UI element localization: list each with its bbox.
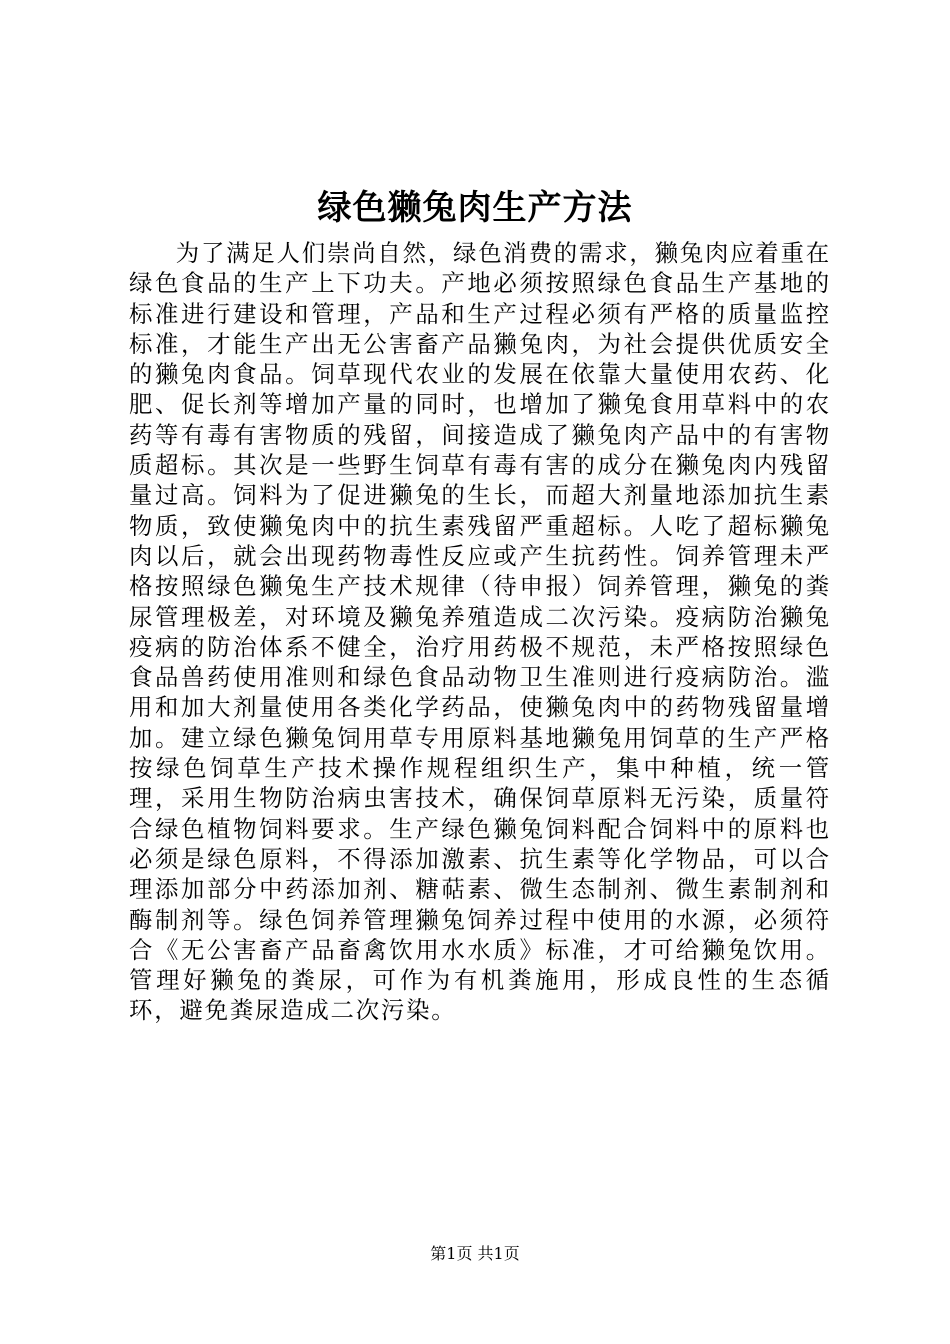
page-footer: 第1页 共1页 — [430, 1244, 520, 1263]
document-title: 绿色獭兔肉生产方法 — [317, 188, 633, 228]
document-body-paragraph: 为了满足人们崇尚自然，绿色消费的需求，獭兔肉应着重在绿色食品的生产上下功夫。产地必须按照绿色食品生产基地的标准进行建设和管理，产品和生产过程必须有严格的质量监控标准，才能生产出无公害畜产品獭兔肉，为社会提供优质安全的獭兔肉食品。饲草现代农业的发展在依靠大量使用农药、化肥、促长剂等增加产量的同时，也增加了獭兔食用草料中的农药等有毒有害物质的残留，间接造成了獭兔肉产品中的有害物质超标。其次是一些野生饲草有毒有害的成分在獭兔肉内残留量过高。饲料为了促进獭兔的生长，而超大剂量地添加抗生素物质，致使獭兔肉中的抗生素残留严重超标。人吃了超标獭兔肉以后，就会出现药物毒性反应或产生抗药性。饲养管理未严格按照绿色獭兔生产技术规律（待申报）饲养管理，獭兔的粪尿管理极差，对环境及獭兔养殖造成二次污染。疫病防治獭兔疫病的防治体系不健全，治疗用药极不规范，未严格按照绿色食品兽药使用准则和绿色食品动物卫生准则进行疫病防治。滥用和加大剂量使用各类化学药品，使獭兔肉中的药物残留量增加。建立绿色獭兔饲用草专用原料基地獭兔用饲草的生产严格按绿色饲草生产技术操作规程组织生产，集中种植，统一管理，采用生物防治病虫害技术，确保饲草原料无污染，质量符合绿色植物饲料要求。生产绿色獭兔饲料配合饲料中的原料也必须是绿色原料，不得添加激素、抗生素等化学物品，可以合理添加部分中药添加剂、糖萜素、微生态制剂、微生素制剂和酶制剂等。绿色饲养管理獭兔饲养过程中使用的水源，必须符合《无公害畜产品畜禽饮用水水质》标准，才可给獭兔饮用。管理好獭兔的粪尿，可作为有机粪施用，形成良性的生态循环，避免粪尿造成二次污染。 — [129, 239, 831, 1025]
